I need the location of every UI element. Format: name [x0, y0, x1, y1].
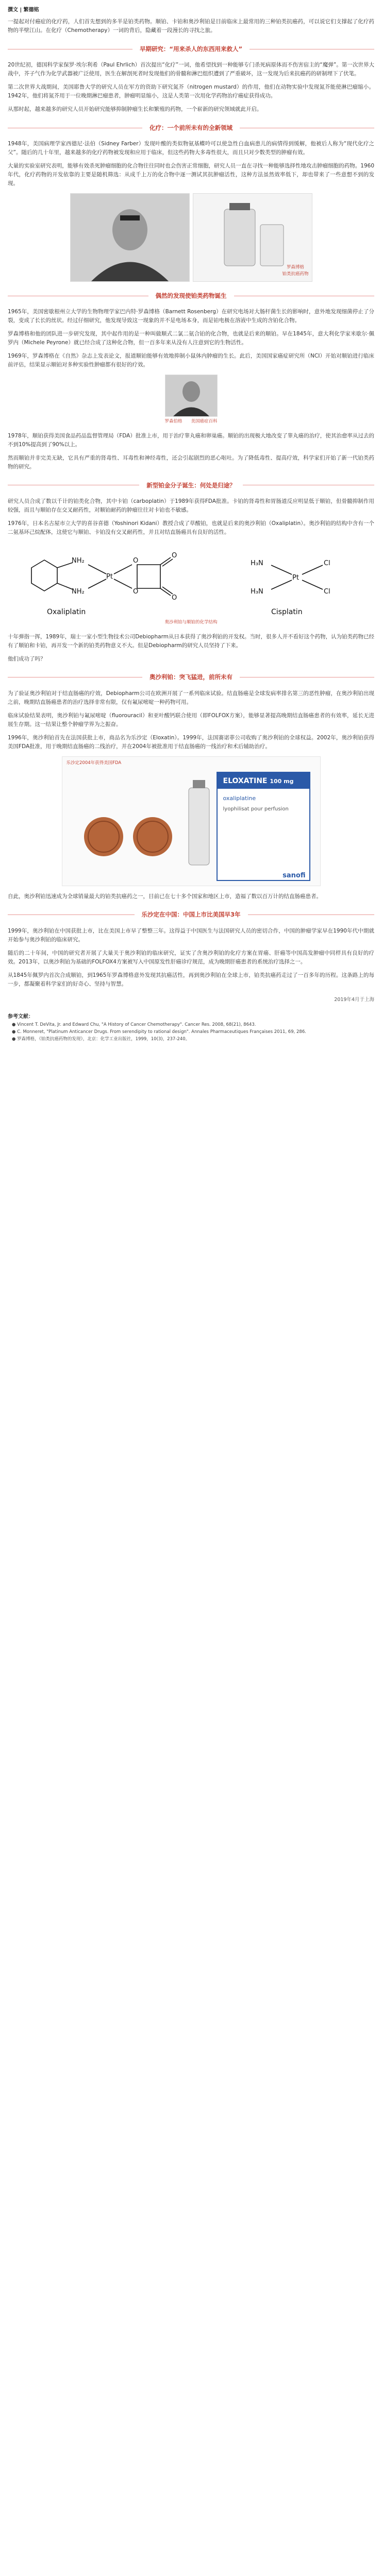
eloxatin-caption: 乐沙定2004年获得美国FDA — [66, 760, 122, 766]
section-title-1: 早期研究：“用来杀人的东西用来救人” — [139, 45, 243, 53]
h3n-label: H₃N — [250, 587, 263, 596]
paragraph: 他们成功了吗？ — [8, 655, 46, 662]
reference-item: ● 罗森博格，《铂类抗癌药物的发现》，北京：化学工业出版社，1999，10(3)，237-240。 — [12, 1037, 190, 1042]
structures-caption: 奥沙利铂与顺铂的化学结构 — [164, 619, 218, 625]
rosenberg-figure — [8, 375, 374, 426]
paragraph: 临床试验结果表明，奥沙利铂与氟尿嘧啶（fluorouracil）和亚叶酸钙联合使用（即FOLFOX方案），能够显著提高晚期结直肠癌患者的有效率，延长无进展生存期。这一结果让整个肿瘤学界为之振奋。 — [8, 712, 374, 727]
paragraph: 自此，奥沙利铂迅速成为全球销量最大的铂类抗癌药之一，目前已在七十多个国家和地区上市，造福了数以百万计的结直肠癌患者。 — [8, 893, 322, 900]
pt-label: Pt — [106, 572, 113, 581]
paragraph: 为了验证奥沙利铂对于结直肠癌的疗效，Debiopharm公司在欧洲开展了一系列临床试验。结直肠癌是全球发病率排名第三的恶性肿瘤，在奥沙利铂出现之前，晚期结直肠癌患者的治疗选择非常有限，仅有氟尿嘧啶一种药物可用。 — [8, 690, 374, 705]
paragraph: 20世纪初，德国科学家保罗·埃尔利希（Paul Ehrlich）首次提出“化疗”一词，他希望找到一种能够专门杀死病原体而不伤害宿主的“魔弹”。第一次世界大战中，芥子气作为化学武器被广泛使用，医生在解剖死者时发现他们的骨髓和淋巴组织遭到了严重破坏，这一发现为后来抗癌药的研制埋下了伏笔。 — [8, 62, 374, 77]
paragraph: 然而顺铂并非完美无缺，它具有严重的肾毒性、耳毒性和神经毒性，还会引起剧烈的恶心呕吐。为了降低毒性、提高疗效，科学家们开始了新一代铂类药物的研究。 — [8, 454, 374, 470]
paragraph: 1969年，罗森博格在《自然》杂志上发表论文，报道顺铂能够有效地抑制小鼠体内肿瘤的生长。此后，美国国家癌症研究所（NCI）开始对顺铂进行临床前评估，结果显示顺铂对多种实验性肿瘤都有很好的疗效。 — [8, 353, 374, 368]
chemical-structures — [11, 542, 372, 619]
cl-label: Cl — [323, 587, 330, 596]
references-title: 参考文献： — [8, 1014, 34, 1020]
paragraph: 1999年，奥沙利铂在中国获批上市，比在美国上市早了整整三年。这得益于中国医生与法国研究人员的密切合作，中国的肿瘤学家早在1990年代中期就开始参与奥沙利铂的临床研究。 — [8, 927, 374, 943]
heading-rule — [8, 914, 135, 915]
article — [0, 0, 382, 1064]
rosenberg-illustration — [165, 375, 217, 416]
oxaliplatin-structure — [31, 557, 173, 596]
h3n-label: H₃N — [250, 559, 263, 567]
cisplatin-label: Cisplatin — [271, 607, 303, 616]
section-heading-5 — [8, 672, 374, 683]
nh2-label: NH₂ — [71, 587, 85, 596]
o-label: O — [171, 551, 177, 560]
reference-item: ● C. Monneret, "Platinum Anticancer Drugs. From serendipity to rational design". Annales Pharmaceutiques Françaises 2011, 69, 286. — [12, 1029, 306, 1035]
paragraph: 1996年，奥沙利铂首先在法国获批上市，商品名为乐沙定（Eloxatin）。1999年，法国赛诺菲公司收购了奥沙利铂的全球权益。2002年，奥沙利铂获得美国FDA批准，用于晚期结直肠癌的二线治疗，并在2004年被批准用于结直肠癌的一线治疗和术后辅助治疗。 — [8, 734, 374, 750]
drug-company: sanofi — [283, 872, 306, 880]
nh2-label: NH₂ — [71, 556, 85, 565]
photo-pair-figure — [8, 193, 374, 282]
eloxatin-image — [62, 756, 321, 886]
section-title-2: 化疗：一个前所未有的全新领域 — [150, 124, 232, 131]
portrait-photo — [70, 193, 190, 282]
paragraph: 1948年，美国病理学家西德尼·法伯（Sidney Farber）发现叶酸的类似物氨基蝶呤可以使急性白血病患儿的病情得到缓解，他被后人称为“现代化疗之父”。随后的几十年里，越来越多的化疗药物被发现和应用于临床，但这些药物大多毒性很大，而且只对少数类型的肿瘤有效。 — [8, 141, 374, 156]
rosenberg-photo — [165, 375, 218, 417]
o-label: O — [171, 594, 177, 602]
paragraph: 1976年，日本名古屋市立大学的喜谷喜德（Yoshinori Kidani）教授合成了草酸铂，也就是后来的奥沙利铂（Oxaliplatin）。奥沙利铂的结构中含有一个二氨基环己烷配体，这使它与顺铂、卡铂没有交叉耐药性，并且对结直肠癌具有良好的活性。 — [8, 520, 374, 535]
drug-name — [223, 775, 306, 787]
byline: 撰文 | 繁德铭 — [8, 7, 39, 13]
intro-paragraph: 一提起对付癌症的化疗药，人们首先想到的多半是铂类药物。顺铂、卡铂和奥沙利铂是目前临床上最常用的三种铂类抗癌药，可以说它们支撑起了化疗药物的半壁江山。在化疗（Chemotherapy）一词的背后，隐藏着一段漫长的寻找之旅。 — [8, 19, 374, 34]
paragraph: 大量的实验室研究表明，能够有效杀死肿瘤细胞的化合物往往同时也会伤害正常细胞，研究人员一直在寻找一种能够选择性地攻击肿瘤细胞的药物。1960年代，化疗药物的开发依靠的主要是随机筛选：从成千上万的化合物中逐一测试其抗肿瘤活性，这种方法虽然效率低下，却也带来了一些意想不到的发现。 — [8, 163, 374, 187]
section-title-3: 偶然的发现使铂类药物诞生 — [155, 292, 227, 299]
paragraph: 十年弹指一挥，1989年，瑞士一家小型生物技术公司Debiopharm从日本获得了奥沙利铂的开发权。当时，很多人并不看好这个药物，认为铂类药物已经有了顺铂和卡铂，再开发一个新的铂类药物意义不大。但是Debiopharm的研究人员坚持了下来。 — [8, 633, 374, 649]
section-heading-4 — [8, 480, 374, 491]
portrait-illustration — [71, 194, 189, 281]
section-title-5: 奥沙利铂：突飞猛进，前所未有 — [150, 673, 232, 681]
rosenberg-caption: 罗森伯格 美国癌症百科 — [164, 419, 218, 425]
reference-item: ● Vincent T. DeVita, Jr. and Edward Chu, "A History of Cancer Chemotherapy". Cancer Res. 2008, 68(21), 8643. — [12, 1022, 256, 1028]
section-heading-3 — [8, 290, 374, 301]
photo-caption-right: 铂类抗癌药物 — [282, 272, 309, 277]
section-title-6: 乐沙定在中国：中国上市比美国早3年 — [141, 911, 241, 919]
paragraph: 第二次世界大战期间，美国耶鲁大学的研究人员在军方的资助下研究氮芥（nitrogen mustard）的作用，他们在动物实验中发现氮芥能使淋巴瘤缩小。1942年，他们将氮芥用于一位晚期淋巴瘤患者，肿瘤明显缩小，这是人类第一次用化学药物治疗癌症获得成功。 — [8, 84, 374, 99]
paragraph: 1978年，顺铂获得美国食品药品监督管理局（FDA）批准上市，用于治疗睾丸癌和卵巢癌。顺铂的出现极大地改变了睾丸癌的治疗，使其治愈率从过去的不到10%提高到了90%以上。 — [8, 432, 374, 448]
o-label: O — [132, 587, 138, 596]
heading-rule — [248, 914, 375, 915]
photo-caption-left: 罗森博格 — [286, 264, 304, 270]
article-date: 2019年4月于上海 — [334, 996, 374, 1003]
drug-name-text: ELOXATINE — [223, 776, 268, 785]
paragraph: 罗森博格和他的团队进一步研究发现，其中起作用的是一种叫做顺式二氯二氨合铂的化合物，也就是后来的顺铂。早在1845年，意大利化学家米歇尔·佩罗内（Michele Peyrone）就已经合成了这种化合物，但一百多年来从没有人注意到它的生物活性。 — [8, 331, 374, 346]
section-heading-2 — [8, 122, 374, 133]
paragraph: 1965年，美国密歇根州立大学的生物物理学家巴内特·罗森博格（Barnett Rosenberg）在研究电场对大肠杆菌生长的影响时，意外地发现细菌停止了分裂，变成了长长的丝状。经过仔细研究，他发现导致这一现象的并不是电场本身，而是铂电极在溶液中生成的含铂化合物。 — [8, 309, 374, 324]
section-title-4: 新型铂金分子诞生：何处是归途？ — [146, 481, 236, 489]
o-label: O — [132, 556, 138, 565]
drug-form: lyophilisat pour perfusion — [223, 806, 289, 812]
drug-bottle-photo — [193, 193, 312, 282]
drug-dose-text: 100 mg — [270, 777, 294, 785]
drug-box-text — [223, 775, 306, 882]
section-heading-6 — [8, 909, 374, 921]
section-heading-1 — [8, 43, 374, 55]
chemical-structures-figure — [8, 542, 374, 626]
eloxatin-figure — [8, 756, 374, 886]
paragraph: 从那时起，越来越多的研究人员开始研究能够抑制肿瘤生长和繁殖的药物，一个崭新的研究领域就此开启。 — [8, 106, 262, 113]
pt-label: Pt — [292, 573, 299, 582]
oxaliplatin-label: Oxaliplatin — [46, 607, 86, 616]
drug-generic: oxaliplatine — [223, 795, 256, 802]
paragraph: 从1845年佩罗内首次合成顺铂，到1965年罗森博格意外发现其抗癌活性，再到奥沙利铂在全球上市，铂类抗癌药走过了一百多年的历程。这条路上的每一步，都凝聚着科学家们的好奇心、坚持与智慧。 — [8, 972, 374, 987]
paragraph: 研究人员合成了数以千计的铂类化合物，其中卡铂（carboplatin）于1989年获得FDA批准。卡铂的肾毒性和胃肠道反应明显低于顺铂，但骨髓抑制作用较强，而且与顺铂存在交叉耐药性，对顺铂耐药的肿瘤往往对卡铂也不敏感。 — [8, 498, 374, 513]
cl-label: Cl — [323, 559, 330, 567]
paragraph: 随后的二十年间，中国的研究者开展了大量关于奥沙利铂的临床研究，证实了含奥沙利铂的化疗方案在胃癌、肝癌等中国高发肿瘤中同样具有良好的疗效。2013年，以奥沙利铂为基础的FOLFOX4方案被写入中国原发性肝癌诊疗规范，成为晚期肝癌患者的系统治疗选择之一。 — [8, 950, 374, 965]
